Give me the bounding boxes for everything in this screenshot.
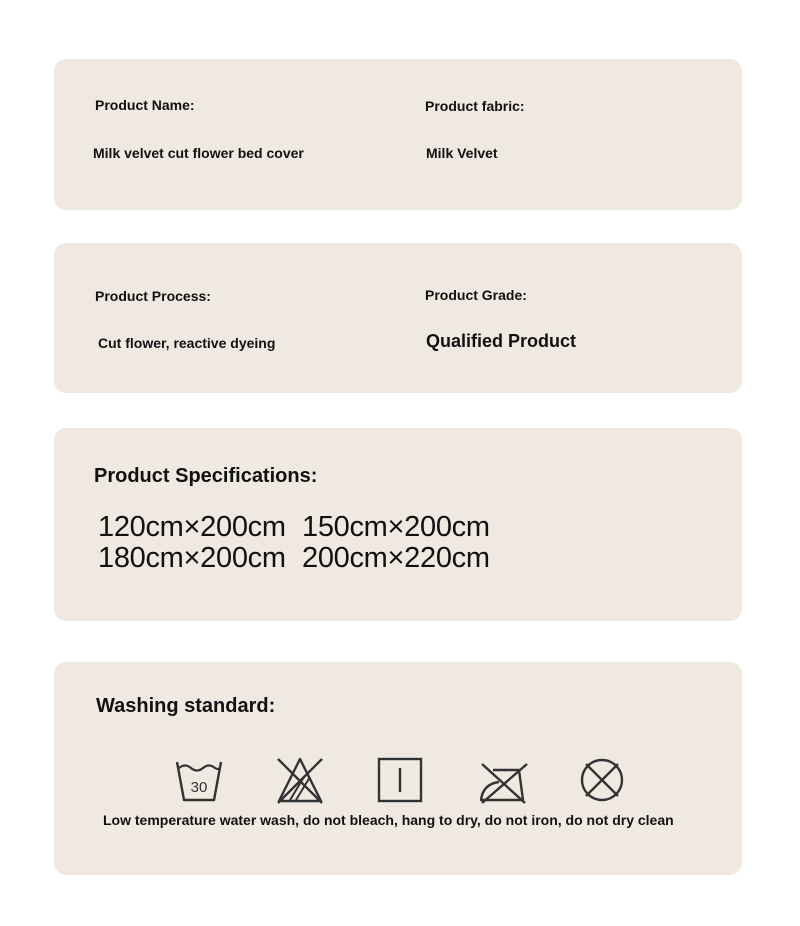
- product-fabric-label: Product fabric:: [425, 98, 525, 114]
- product-process-value: Cut flower, reactive dyeing: [98, 335, 276, 351]
- hang-dry-icon: [375, 756, 425, 804]
- washing-description: Low temperature water wash, do not bleach, hang to dry, do not iron, do not dry clean: [103, 812, 674, 828]
- spec-size-4: 200cm×220cm: [302, 542, 490, 574]
- product-name-label: Product Name:: [95, 97, 195, 113]
- wash-temperature-text: 30: [190, 779, 208, 796]
- washing-icons-row: [0, 756, 800, 806]
- product-fabric-value: Milk Velvet: [426, 145, 498, 161]
- no-bleach-icon: [274, 756, 326, 804]
- spec-size-1: 120cm×200cm: [98, 511, 286, 543]
- product-process-label: Product Process:: [95, 288, 211, 304]
- product-name-fabric-card: [54, 59, 742, 210]
- product-grade-value: Qualified Product: [426, 331, 577, 351]
- product-grade-label: Product Grade:: [425, 287, 527, 303]
- washing-heading: Washing standard:: [96, 695, 276, 717]
- no-iron-icon: [477, 756, 531, 804]
- specifications-heading: Product Specifications:: [94, 465, 318, 487]
- spec-size-3: 180cm×200cm: [98, 542, 286, 574]
- no-dry-clean-icon: [578, 756, 626, 804]
- product-process-grade-card: [54, 243, 742, 393]
- spec-size-2: 150cm×200cm: [302, 511, 490, 543]
- wash-30-icon: [174, 756, 224, 804]
- product-name-value: Milk velvet cut flower bed cover: [93, 145, 304, 161]
